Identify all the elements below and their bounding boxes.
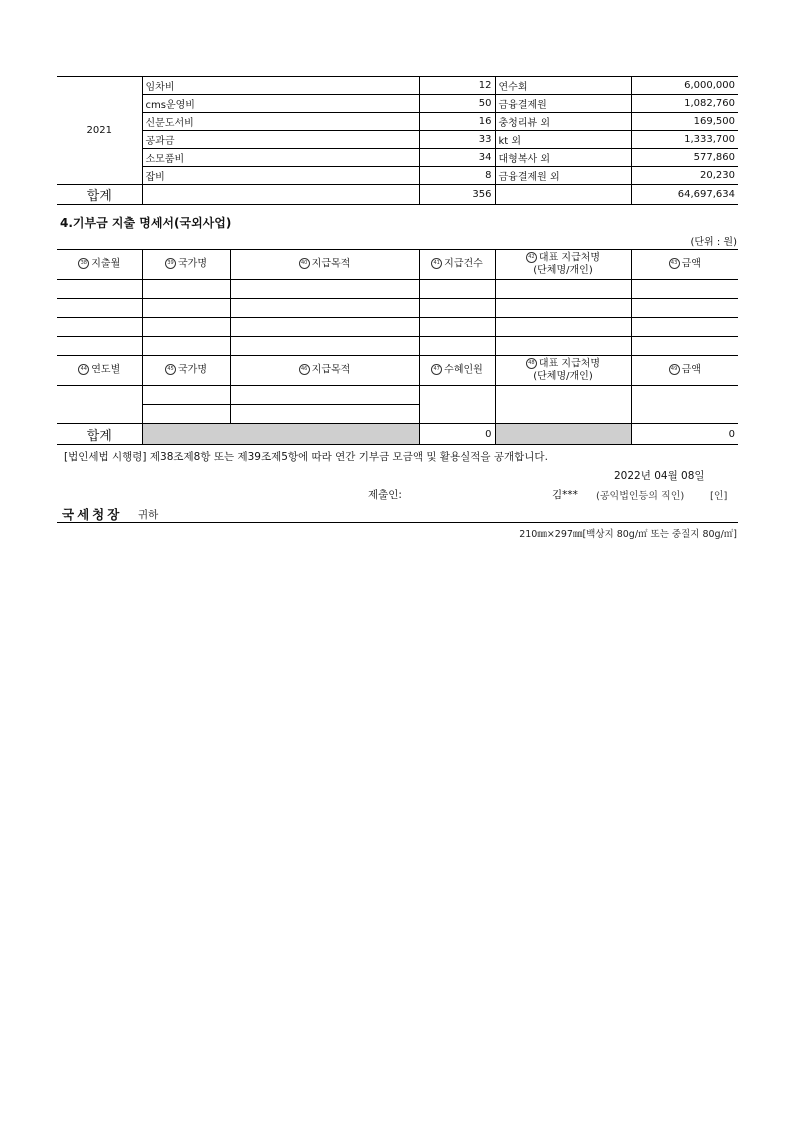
table-row: [57, 131, 738, 149]
circled-number: 47: [431, 364, 442, 375]
header-recipients: 47 수혜인원: [419, 356, 495, 386]
circled-number: 43: [669, 258, 680, 269]
table-row: [57, 280, 738, 299]
header-amount: 43 금액: [631, 250, 738, 280]
total-label: 합계: [57, 185, 142, 205]
item-cell: 임차비: [142, 77, 419, 95]
circled-number: 41: [431, 258, 442, 269]
total-payee-cell: [495, 185, 631, 205]
disclosure-statement: [법인세법 시행령] 제38조제8항 또는 제39조제5항에 따라 연간 기부금 모금액 및 활용실적을 공개합니다.: [64, 451, 548, 463]
total-label: 합계: [57, 424, 142, 445]
item-cell: 신문도서비: [142, 113, 419, 131]
header-year: 44 연도별: [57, 356, 142, 386]
unit-label: (단위 : 원): [690, 237, 737, 248]
header-month: 38 지출월: [57, 250, 142, 280]
total-count: 0: [419, 424, 495, 445]
item-cell: 잡비: [142, 167, 419, 185]
table-row: [57, 95, 738, 113]
item-cell: cms운영비: [142, 95, 419, 113]
payee-cell: 금융결제원: [495, 95, 631, 113]
expense-table: [57, 76, 738, 205]
item-cell: 소모품비: [142, 149, 419, 167]
circled-number: 48: [526, 358, 537, 369]
total-item-cell: [142, 185, 419, 205]
header-purpose: 46 지급목적: [230, 356, 419, 386]
amount-cell: 577,860: [631, 149, 738, 167]
circled-number: 39: [165, 258, 176, 269]
recipient: 국세청장: [62, 507, 123, 522]
total-row: [57, 424, 738, 445]
header-payee: 42 대표 지급처명 (단체명/개인): [495, 250, 631, 280]
payee-cell: 대형복사 외: [495, 149, 631, 167]
divider: [57, 522, 738, 523]
table-row: [57, 337, 738, 356]
header-country: 45 국가명: [142, 356, 230, 386]
year-cell: 2021: [57, 77, 142, 185]
shaded-cell: [495, 424, 631, 445]
circled-number: 44: [78, 364, 89, 375]
seal-mark: [인]: [710, 491, 728, 502]
header-amount: 49 금액: [631, 356, 738, 386]
header-cases: 41 지급건수: [419, 250, 495, 280]
total-amount: 0: [631, 424, 738, 445]
submission-date: 2022년 04월 08일: [614, 470, 705, 482]
payee-cell: 연수회: [495, 77, 631, 95]
count-cell: 8: [419, 167, 495, 185]
table-row: [57, 167, 738, 185]
header-purpose: 40 지급목적: [230, 250, 419, 280]
amount-cell: 1,082,760: [631, 95, 738, 113]
table-row: [57, 77, 738, 95]
circled-number: 38: [78, 258, 89, 269]
circled-number: 49: [669, 364, 680, 375]
table-row: [57, 113, 738, 131]
paper-spec: 210㎜×297㎜[백상지 80g/㎡ 또는 중질지 80g/㎡]: [519, 529, 737, 540]
count-cell: 50: [419, 95, 495, 113]
overseas-expense-table: [57, 249, 738, 445]
amount-cell: 6,000,000: [631, 77, 738, 95]
header-row: [57, 356, 738, 386]
total-count: 356: [419, 185, 495, 205]
amount-cell: 1,333,700: [631, 131, 738, 149]
header-payee: 48 대표 지급처명 (단체명/개인): [495, 356, 631, 386]
total-amount: 64,697,634: [631, 185, 738, 205]
table-row: [57, 299, 738, 318]
count-cell: 33: [419, 131, 495, 149]
item-cell: 공과금: [142, 131, 419, 149]
table-row: [57, 318, 738, 337]
header-country: 39 국가명: [142, 250, 230, 280]
total-row: [57, 185, 738, 205]
submitter-role: (공익법인등의 직인): [596, 491, 685, 502]
count-cell: 34: [419, 149, 495, 167]
circled-number: 40: [299, 258, 310, 269]
section-title: 4.기부금 지출 명세서(국외사업): [60, 216, 232, 230]
payee-cell: 금융결제원 외: [495, 167, 631, 185]
payee-cell: kt 외: [495, 131, 631, 149]
submitter-name: 김***: [552, 489, 578, 501]
circled-number: 46: [299, 364, 310, 375]
circled-number: 45: [165, 364, 176, 375]
amount-cell: 169,500: [631, 113, 738, 131]
count-cell: 16: [419, 113, 495, 131]
circled-number: 42: [526, 252, 537, 263]
table-row: [57, 386, 738, 405]
recipient-suffix: 귀하: [138, 509, 159, 521]
submitter-label: 제출인:: [368, 489, 402, 501]
payee-cell: 충청리뷰 외: [495, 113, 631, 131]
table-row: [57, 149, 738, 167]
header-row: [57, 250, 738, 280]
shaded-cell: [142, 424, 419, 445]
count-cell: 12: [419, 77, 495, 95]
amount-cell: 20,230: [631, 167, 738, 185]
